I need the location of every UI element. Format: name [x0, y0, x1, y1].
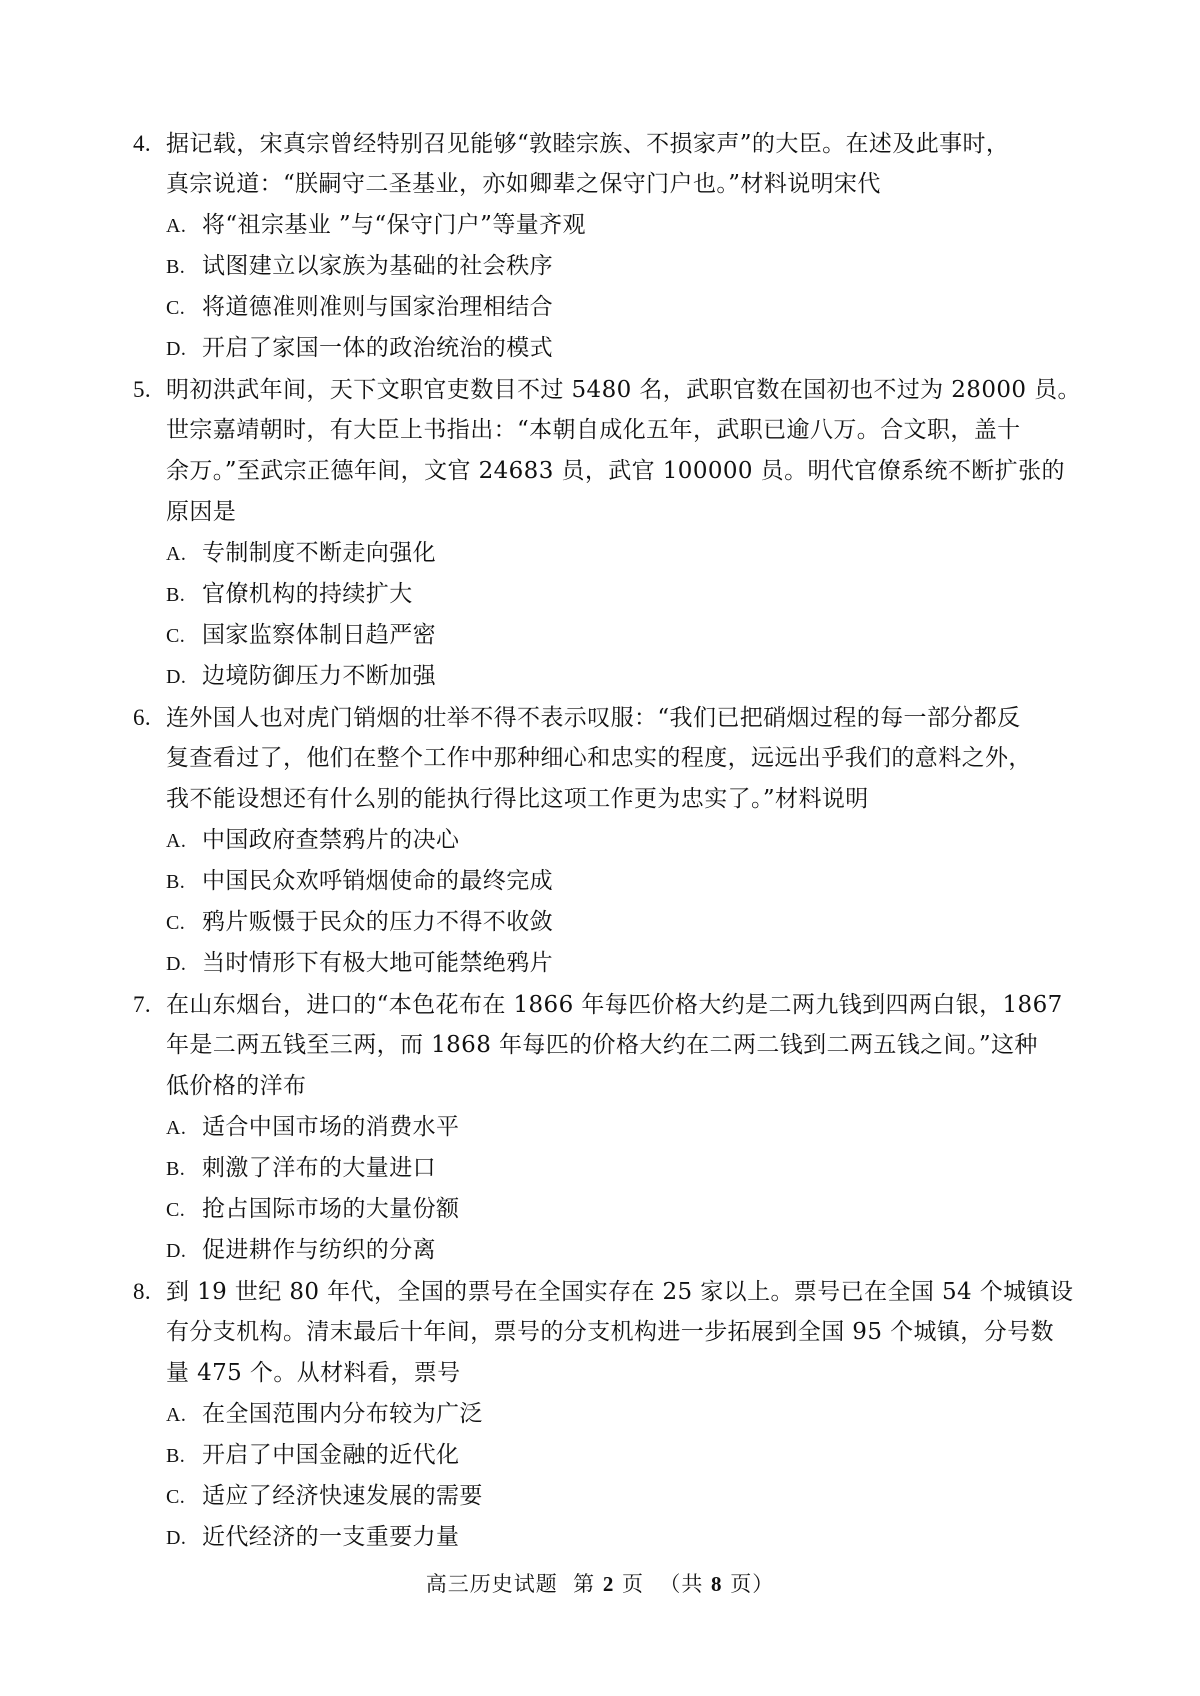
question-stem-text: 我不能设想还有什么别的能执行得比这项工作更为忠实了。”材料说明: [166, 786, 869, 812]
option-letter: C.: [166, 1486, 186, 1508]
option-text: 开启了中国金融的近代化: [202, 1442, 460, 1468]
option-letter: A.: [166, 830, 187, 852]
option-text: 中国民众欢呼销烟使命的最终完成: [202, 868, 553, 894]
option-c: [133, 287, 1093, 328]
option-text: 官僚机构的持续扩大: [202, 581, 413, 607]
question-stem-text: 量 475 个。从材料看，票号: [166, 1360, 461, 1386]
question-number: 8.: [133, 1279, 152, 1304]
question-5: [133, 369, 1093, 697]
option-d: [133, 943, 1093, 984]
footer-page-prefix: 第: [573, 1572, 596, 1596]
question-stem-text: 余万。”至武宗正德年间，文官 24683 员，武官 100000 员。明代官僚系统不断扩张的: [166, 458, 1065, 484]
option-letter: D.: [166, 953, 187, 975]
option-letter: D.: [166, 338, 187, 360]
footer-total-pages: 8: [711, 1572, 723, 1596]
question-stem-line: [133, 779, 1093, 820]
question-stem-line: [133, 369, 1093, 410]
option-a: [133, 820, 1093, 861]
option-d: [133, 656, 1093, 697]
option-text: 刺激了洋布的大量进口: [202, 1155, 436, 1181]
option-c: [133, 615, 1093, 656]
option-letter: C.: [166, 297, 186, 319]
option-text: 当时情形下有极大地可能禁绝鸦片: [202, 950, 553, 976]
question-stem-text: 明初洪武年间，天下文职官吏数目不过 5480 名，武职官数在国初也不过为 28000 员。: [166, 377, 1081, 403]
question-stem-text: 真宗说道：“朕嗣守二圣基业，亦如卿辈之保守门户也。”材料说明宋代: [166, 171, 881, 197]
option-text: 边境防御压力不断加强: [202, 663, 436, 689]
page-footer: [0, 1568, 1200, 1598]
question-stem-line: [133, 451, 1093, 492]
question-stem-line: [133, 1353, 1093, 1394]
question-4: [133, 123, 1093, 369]
option-text: 开启了家国一体的政治统治的模式: [202, 335, 553, 361]
option-text: 鸦片贩慑于民众的压力不得不收敛: [202, 909, 553, 935]
option-letter: B.: [166, 256, 186, 278]
option-b: [133, 574, 1093, 615]
footer-page-suffix: 页: [622, 1572, 644, 1596]
option-a: [133, 1107, 1093, 1148]
option-d: [133, 328, 1093, 369]
option-text: 促进耕作与纺织的分离: [202, 1237, 436, 1263]
question-stem-text: 连外国人也对虎门销烟的壮举不得不表示叹服：“我们已把硝烟过程的每一部分都反: [166, 705, 1021, 731]
question-stem-line: [133, 984, 1093, 1025]
option-text: 国家监察体制日趋严密: [202, 622, 436, 648]
option-a: [133, 205, 1093, 246]
option-b: [133, 861, 1093, 902]
option-letter: D.: [166, 1240, 187, 1262]
question-stem-text: 在山东烟台，进口的“本色花布在 1866 年每匹价格大约是二两九钱到四两白银，1867: [166, 992, 1063, 1018]
footer-page-number: 2: [602, 1572, 615, 1596]
option-text: 适应了经济快速发展的需要: [202, 1483, 483, 1509]
option-text: 抢占国际市场的大量份额: [202, 1196, 460, 1222]
option-d: [133, 1517, 1093, 1558]
option-text: 近代经济的一支重要力量: [202, 1524, 460, 1550]
question-number: 6.: [133, 705, 152, 730]
question-stem-line: [133, 697, 1093, 738]
option-letter: B.: [166, 1445, 186, 1467]
option-letter: C.: [166, 1199, 186, 1221]
question-stem-line: [133, 410, 1093, 451]
option-letter: A.: [166, 1117, 187, 1139]
question-stem-text: 世宗嘉靖朝时，有大臣上书指出：“本朝自成化五年，武职已逾八万。合文职，盖十: [166, 417, 1021, 443]
question-stem-line: [133, 164, 1093, 205]
option-c: [133, 1189, 1093, 1230]
option-letter: A.: [166, 1404, 187, 1426]
question-stem-line: [133, 738, 1093, 779]
option-text: 专制制度不断走向强化: [202, 540, 436, 566]
option-text: 在全国范围内分布较为广泛: [202, 1401, 483, 1427]
question-stem-line: [133, 1066, 1093, 1107]
question-stem-text: 据记载，宋真宗曾经特别召见能够“敦睦宗族、不损家声”的大臣。在述及此事时，: [166, 131, 1010, 157]
question-stem-line: [133, 1271, 1093, 1312]
option-letter: D.: [166, 1527, 187, 1549]
question-stem-text: 复查看过了，他们在整个工作中那种细心和忠实的程度，远远出乎我们的意料之外，: [166, 745, 1032, 771]
question-6: [133, 697, 1093, 984]
question-stem-text: 原因是: [166, 499, 237, 525]
option-letter: A.: [166, 543, 187, 565]
question-stem-text: 有分支机构。清末最后十年间，票号的分支机构进一步拓展到全国 95 个城镇，分号数: [166, 1319, 1054, 1345]
option-letter: B.: [166, 1158, 186, 1180]
question-stem-line: [133, 123, 1093, 164]
question-stem-line: [133, 1312, 1093, 1353]
option-b: [133, 1148, 1093, 1189]
option-letter: B.: [166, 584, 186, 606]
option-letter: C.: [166, 625, 186, 647]
option-text: 试图建立以家族为基础的社会秩序: [202, 253, 553, 279]
question-stem-text: 年是二两五钱至三两，而 1868 年每匹的价格大约在二两二钱到二两五钱之间。”这种: [166, 1032, 1038, 1058]
question-stem-text: 低价格的洋布: [166, 1073, 307, 1099]
question-number: 4.: [133, 131, 152, 156]
footer-total-prefix: （共: [659, 1572, 704, 1596]
question-number: 7.: [133, 992, 152, 1017]
option-a: [133, 1394, 1093, 1435]
option-a: [133, 533, 1093, 574]
option-letter: B.: [166, 871, 186, 893]
option-text: 中国政府查禁鸦片的决心: [202, 827, 460, 853]
option-letter: C.: [166, 912, 186, 934]
option-text: 将道德准则准则与国家治理相结合: [202, 294, 553, 320]
question-stem-line: [133, 492, 1093, 533]
question-7: [133, 984, 1093, 1271]
option-c: [133, 1476, 1093, 1517]
option-text: 将“祖宗基业 ”与“保守门户”等量齐观: [202, 212, 586, 238]
footer-total-suffix: 页）: [730, 1572, 775, 1596]
option-text: 适合中国市场的消费水平: [202, 1114, 460, 1140]
option-letter: A.: [166, 215, 187, 237]
option-d: [133, 1230, 1093, 1271]
option-b: [133, 1435, 1093, 1476]
option-b: [133, 246, 1093, 287]
footer-title: 高三历史试题: [425, 1572, 558, 1596]
question-number: 5.: [133, 377, 152, 402]
question-8: [133, 1271, 1093, 1558]
option-c: [133, 902, 1093, 943]
question-stem-text: 到 19 世纪 80 年代，全国的票号在全国实存在 25 家以上。票号已在全国 54 个城镇设: [166, 1279, 1074, 1305]
question-stem-line: [133, 1025, 1093, 1066]
option-letter: D.: [166, 666, 187, 688]
